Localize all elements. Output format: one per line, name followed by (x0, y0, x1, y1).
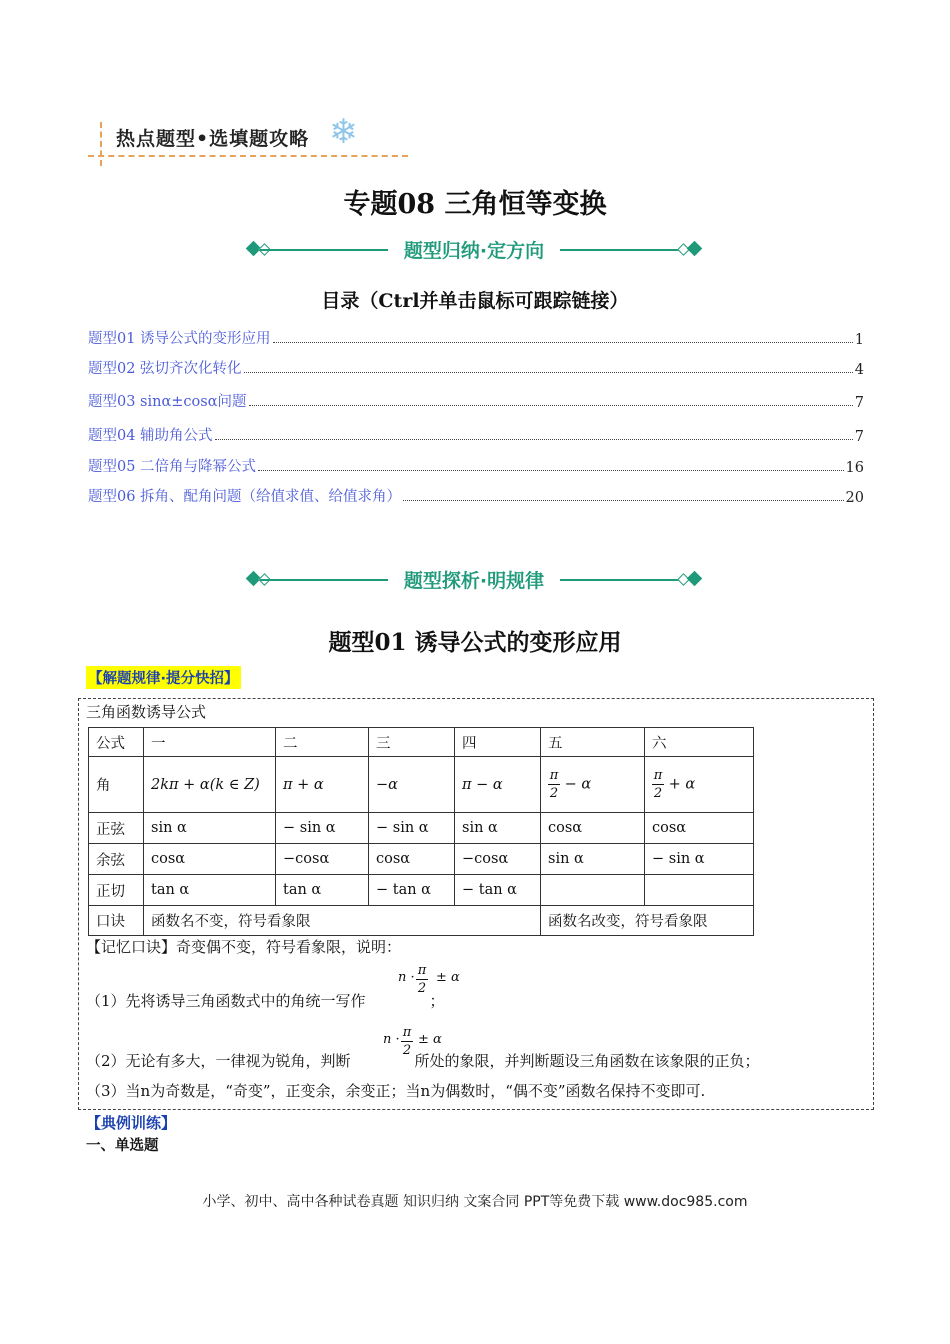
table-row (89, 906, 754, 936)
table-cell: 函数名改变，符号看象限 (541, 906, 754, 936)
table-header-cell: 一 (144, 728, 276, 757)
banner-line (560, 249, 688, 251)
angle-suffix: − α (564, 776, 592, 793)
note-1-end: ； (429, 992, 445, 1010)
fraction (548, 769, 560, 800)
note-2-text: （2）无论有多大，一律视为锐角，判断 (86, 1052, 351, 1070)
toc-link-3[interactable] (88, 389, 864, 411)
table-row (89, 813, 754, 844)
fraction (652, 769, 664, 800)
table-header-cell: 五 (541, 728, 645, 757)
table-cell: − tan α (455, 875, 541, 906)
fraction-bar (416, 979, 428, 980)
toc-page: 20 (845, 490, 864, 506)
toc-leader (215, 439, 853, 440)
banner-line (560, 579, 688, 581)
table-header-row (89, 728, 754, 757)
table-cell (645, 875, 754, 906)
numerator: π (549, 768, 559, 783)
table-cell: cosα (144, 844, 276, 875)
page-title: 专题08 三角恒等变换 (343, 189, 607, 220)
toc-label: 题型05 二倍角与降幂公式 (88, 459, 257, 475)
table-cell: cosα (369, 844, 455, 875)
table-row (89, 757, 754, 813)
badge-divider (100, 122, 102, 166)
badge-underline (88, 155, 408, 157)
toc-title: 目录（Ctrl并单击鼠标可跟踪链接） (321, 290, 629, 312)
badge-text: 热点题型•选填题攻略 (116, 128, 310, 150)
table-row (89, 875, 754, 906)
table-cell (541, 875, 645, 906)
table-cell: π − α (455, 757, 541, 813)
toc-leader (273, 342, 853, 343)
note-2 (86, 1050, 760, 1071)
table-cell: 函数名不变，符号看象限 (144, 906, 541, 936)
toc-page: 4 (854, 362, 864, 378)
note-1-text: （1）先将诱导三角函数式中的角统一写作 (86, 992, 366, 1010)
note-3: （3）当n为奇数是，“奇变”，正变余，余变正；当n为偶数时，“偶不变”函数名保持不变即可. (86, 1082, 706, 1100)
table-cell: − sin α (276, 813, 369, 844)
banner-text: 题型归纳·定方向 (403, 240, 545, 262)
formula-pm: ± α (436, 970, 460, 985)
table-header-cell: 三 (369, 728, 455, 757)
toc-link-2[interactable] (88, 356, 864, 378)
toc-link-4[interactable] (88, 423, 864, 445)
table-header-cell: 公式 (89, 728, 144, 757)
table-cell: sin α (144, 813, 276, 844)
toc-link-1[interactable] (88, 326, 864, 348)
toc-label: 题型02 弦切齐次化转化 (88, 361, 242, 377)
snowflake-icon: ❄ (329, 112, 358, 152)
toc-leader (244, 372, 853, 373)
section-title: 题型01 诱导公式的变形应用 (328, 629, 622, 656)
question-type-heading: 一、单选题 (86, 1138, 159, 1154)
table-row-label: 正弦 (89, 813, 144, 844)
formula-pm: ± α (418, 1032, 442, 1047)
toc-leader (403, 500, 843, 501)
table-header-cell: 二 (276, 728, 369, 757)
toc-page: 7 (854, 395, 864, 411)
fraction-bar (652, 784, 664, 785)
toc-page: 1 (854, 332, 864, 348)
table-cell: tan α (144, 875, 276, 906)
formula-n: n · (398, 970, 415, 985)
header-badge (86, 112, 376, 168)
denominator: 2 (653, 786, 663, 801)
page-footer: 小学、初中、高中各种试卷真题 知识归纳 文案合同 PPT等免费下载 www.doc985.com (202, 1194, 748, 1210)
toc-label: 题型03 sinα±cosα问题 (88, 394, 247, 410)
banner-text: 题型探析·明规律 (403, 570, 545, 592)
toc-link-6[interactable] (88, 484, 864, 506)
rule-tag: 【解题规律·提分快招】 (86, 666, 241, 689)
toc-label: 题型06 拆角、配角问题（给值求值、给值求角） (88, 489, 402, 505)
toc-page: 16 (845, 460, 864, 476)
toc-link-5[interactable] (88, 454, 864, 476)
table-header-cell: 四 (455, 728, 541, 757)
toc-label: 题型01 诱导公式的变形应用 (88, 331, 271, 347)
denominator: 2 (549, 786, 559, 801)
table-cell: 2kπ + α(k ∈ Z) (144, 757, 276, 813)
table-cell: −cosα (455, 844, 541, 875)
table-row-label: 余弦 (89, 844, 144, 875)
box-title: 三角函数诱导公式 (86, 703, 207, 721)
table-cell (541, 757, 645, 813)
table-cell: sin α (455, 813, 541, 844)
table-cell: −cosα (276, 844, 369, 875)
toc-page: 7 (854, 429, 864, 445)
induction-formula-table (88, 727, 754, 936)
table-cell: cosα (541, 813, 645, 844)
table-cell (645, 757, 754, 813)
fraction-bar (401, 1041, 413, 1042)
numerator: π (402, 1025, 412, 1040)
section-banner-1 (246, 236, 702, 264)
table-cell: − sin α (645, 844, 754, 875)
toc-label: 题型04 辅助角公式 (88, 428, 213, 444)
table-row-label: 正切 (89, 875, 144, 906)
table-row-label: 口诀 (89, 906, 144, 936)
formula-n: n · (383, 1032, 400, 1047)
table-cell: − sin α (369, 813, 455, 844)
table-cell: cosα (645, 813, 754, 844)
numerator: π (417, 963, 427, 978)
table-cell: − tan α (369, 875, 455, 906)
note-2-end: 所处的象限，并判断题设三角函数在该象限的正负； (414, 1052, 760, 1070)
table-cell: tan α (276, 875, 369, 906)
denominator: 2 (402, 1043, 412, 1058)
section-banner-2 (246, 566, 702, 594)
memo-line: 【记忆口诀】奇变偶不变，符号看象限，说明： (86, 938, 402, 956)
table-row (89, 844, 754, 875)
table-header-cell: 六 (645, 728, 754, 757)
fraction-bar (548, 784, 560, 785)
toc-leader (249, 405, 853, 406)
table-cell: π + α (276, 757, 369, 813)
table-cell: −α (369, 757, 455, 813)
table-row-label: 角 (89, 757, 144, 813)
denominator: 2 (417, 981, 427, 996)
note-1 (86, 990, 445, 1011)
numerator: π (653, 768, 663, 783)
table-cell: sin α (541, 844, 645, 875)
example-tag: 【典例训练】 (86, 1114, 177, 1132)
angle-suffix: + α (668, 776, 696, 793)
toc-leader (258, 470, 843, 471)
